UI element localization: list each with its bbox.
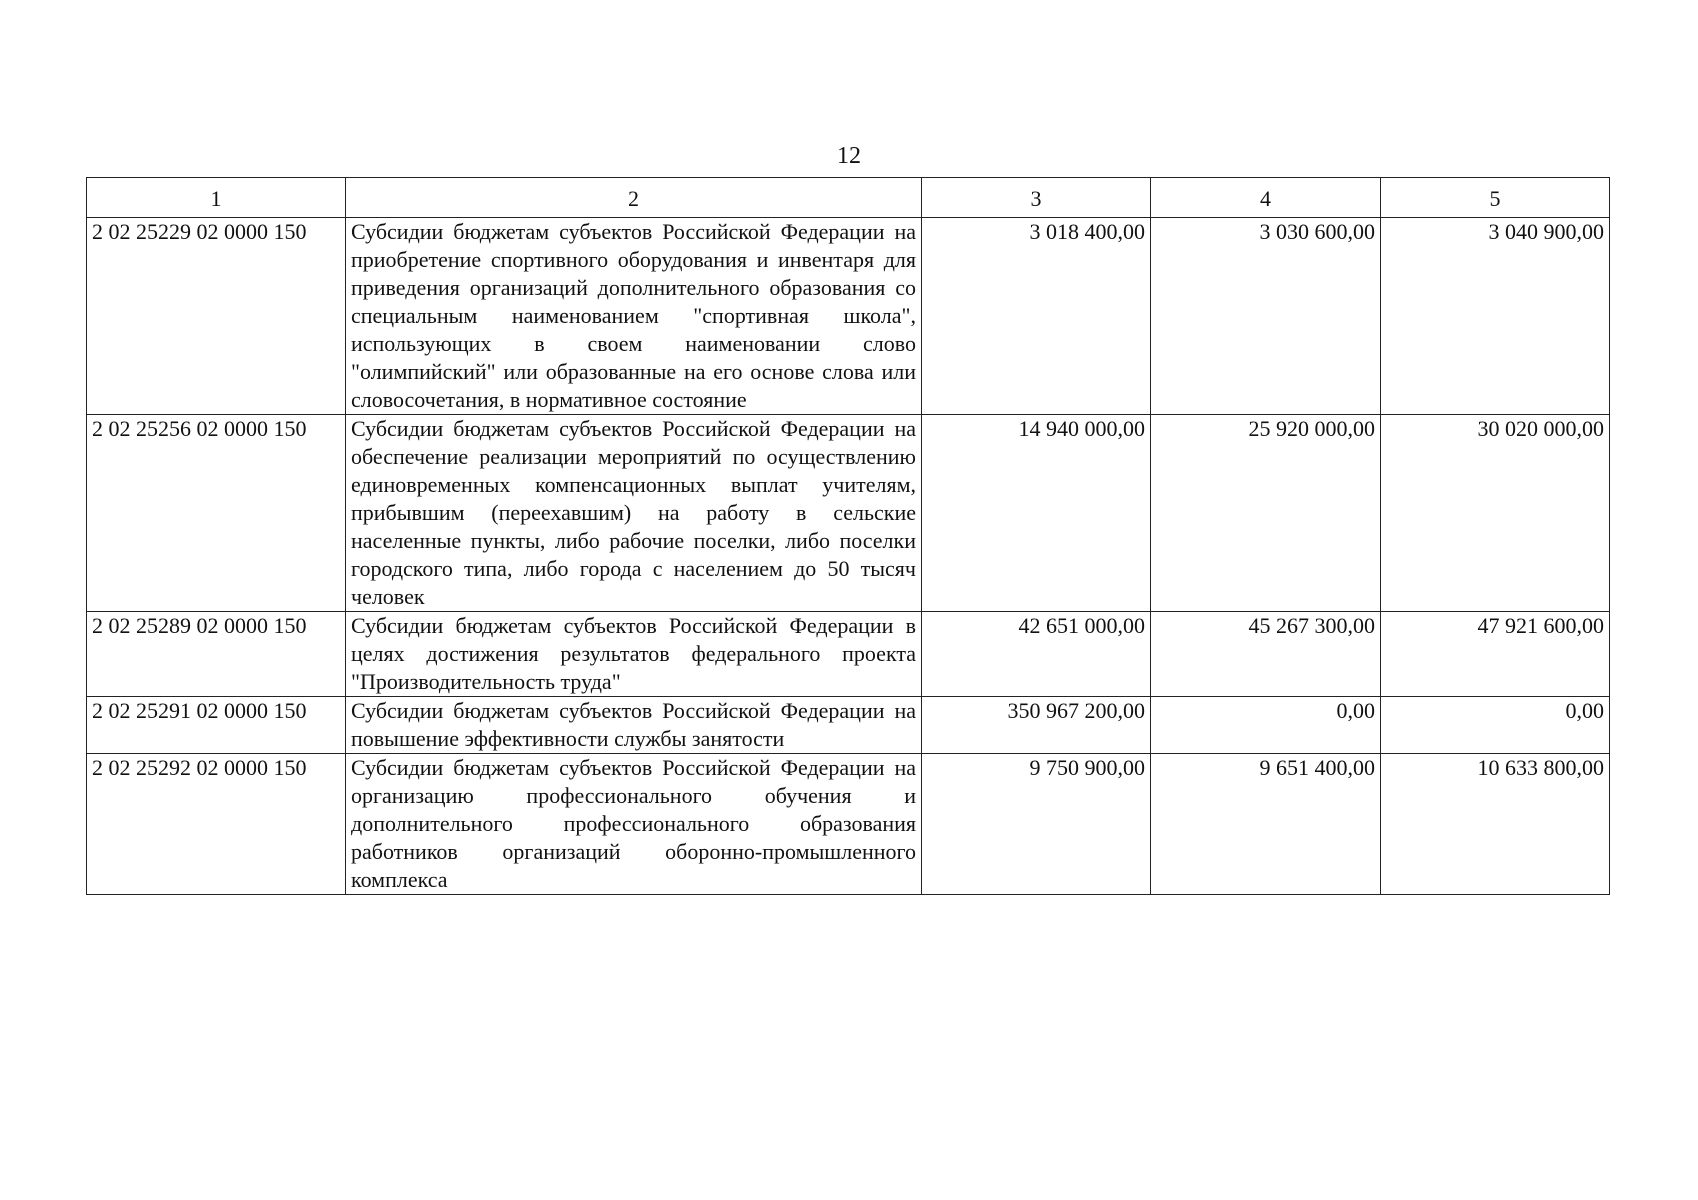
amount-col3-cell: 42 651 000,00 <box>922 612 1151 697</box>
amount-col5-cell: 30 020 000,00 <box>1381 415 1610 612</box>
budget-code-cell: 2 02 25229 02 0000 150 <box>87 218 346 415</box>
amount-col4-cell: 9 651 400,00 <box>1151 754 1381 895</box>
table-row <box>87 754 1610 895</box>
column-header-1: 1 <box>87 178 346 218</box>
amount-col5-cell: 47 921 600,00 <box>1381 612 1610 697</box>
amount-col4-cell: 3 030 600,00 <box>1151 218 1381 415</box>
amount-col4-cell: 0,00 <box>1151 697 1381 754</box>
description-cell: Субсидии бюджетам субъектов Российской Федерации на повышение эффективности службы занятости <box>346 697 922 754</box>
budget-table <box>86 177 1610 895</box>
amount-col5-cell: 3 040 900,00 <box>1381 218 1610 415</box>
budget-code-cell: 2 02 25291 02 0000 150 <box>87 697 346 754</box>
amount-col4-cell: 45 267 300,00 <box>1151 612 1381 697</box>
column-header-3: 3 <box>922 178 1151 218</box>
column-header-4: 4 <box>1151 178 1381 218</box>
table-row <box>87 612 1610 697</box>
description-cell: Субсидии бюджетам субъектов Российской Федерации в целях достижения результатов федерального проекта "Производительность труда" <box>346 612 922 697</box>
column-header-5: 5 <box>1381 178 1610 218</box>
amount-col5-cell: 10 633 800,00 <box>1381 754 1610 895</box>
table-row <box>87 697 1610 754</box>
description-cell: Субсидии бюджетам субъектов Российской Федерации на приобретение спортивного оборудования и инвентаря для приведения организаций дополнительного образования со специальным наименованием "спортивная школа", использующих в своем наименовании слово "олимпийский" или образованные на его основе слова или словосочетания, в нормативное состояние <box>346 218 922 415</box>
table-row <box>87 415 1610 612</box>
amount-col5-cell: 0,00 <box>1381 697 1610 754</box>
column-header-2: 2 <box>346 178 922 218</box>
budget-code-cell: 2 02 25289 02 0000 150 <box>87 612 346 697</box>
amount-col3-cell: 14 940 000,00 <box>922 415 1151 612</box>
amount-col4-cell: 25 920 000,00 <box>1151 415 1381 612</box>
amount-col3-cell: 3 018 400,00 <box>922 218 1151 415</box>
table-row <box>87 218 1610 415</box>
amount-col3-cell: 9 750 900,00 <box>922 754 1151 895</box>
description-cell: Субсидии бюджетам субъектов Российской Федерации на обеспечение реализации мероприятий по осуществлению единовременных компенсационных выплат учителям, прибывшим (переехавшим) на работу в сельские населенные пункты, либо рабочие поселки, либо поселки городского типа, либо города с населением до 50 тысяч человек <box>346 415 922 612</box>
budget-code-cell: 2 02 25256 02 0000 150 <box>87 415 346 612</box>
page-number: 12 <box>837 143 861 169</box>
header-row <box>87 178 1610 218</box>
amount-col3-cell: 350 967 200,00 <box>922 697 1151 754</box>
budget-code-cell: 2 02 25292 02 0000 150 <box>87 754 346 895</box>
description-cell: Субсидии бюджетам субъектов Российской Федерации на организацию профессионального обучения и дополнительного профессионального образования работников организаций оборонно-промышленного комплекса <box>346 754 922 895</box>
